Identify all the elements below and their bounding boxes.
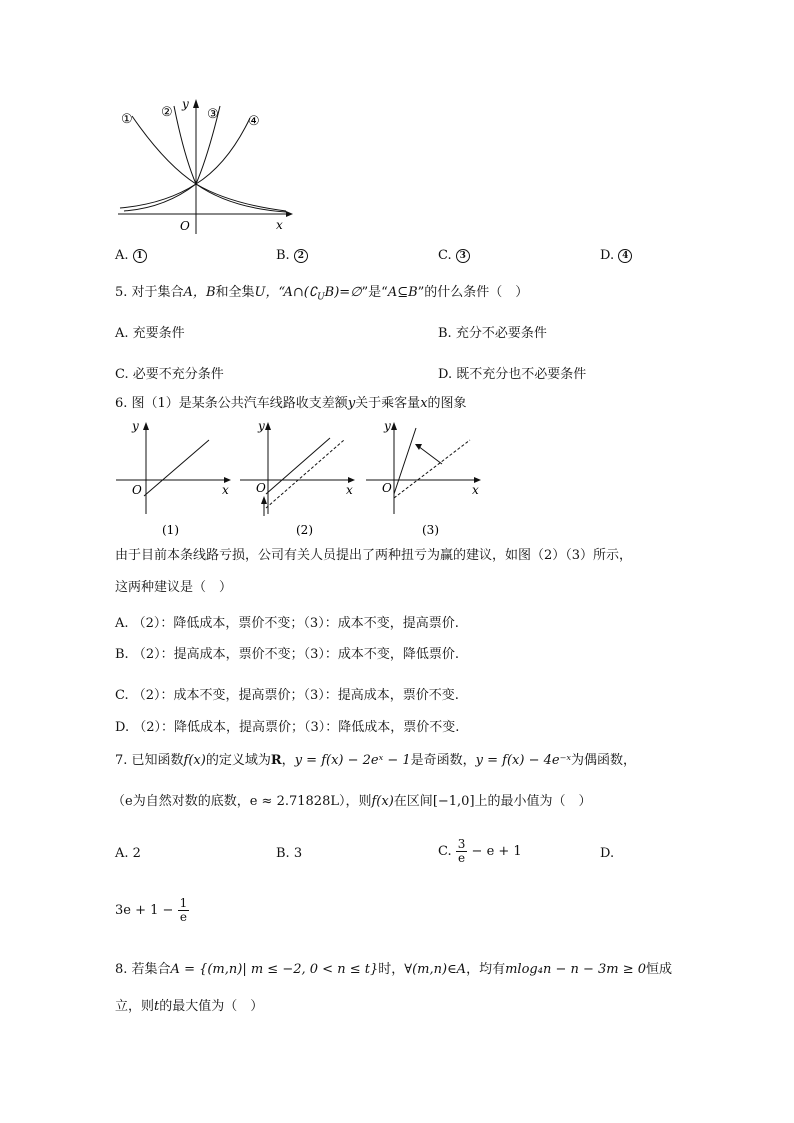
q7-equation-2: y = f(x) − 4e⁻ˣ [475,753,572,768]
q6-fig2-axis-y: y [258,419,265,433]
q6-text-line-1: 由于目前本条线路亏损，公司有关人员提出了两种扭亏为赢的建议，如图（2）（3）所示， [115,548,633,563]
q5-set-b: B [205,285,216,300]
q8-line2-text: 立，则 [115,999,155,1014]
q6-option-d[interactable]: D. （2）：降低成本，提高票价；（3）：降低成本，票价不变. [115,720,460,735]
q5-expr-3: A⊆B [387,285,418,300]
q7-option-c-rest: − e + 1 [471,844,522,859]
q7-option-d-prefix: 3e + 1 − [115,903,174,918]
q4-graph-label-2: ② [161,105,173,120]
q8-line2-text-2: 的最大值为（ ） [159,999,264,1014]
q6-fig1-caption: (1) [162,523,179,537]
q7-fx: f(x) [183,753,206,768]
q6-fig1-origin: O [132,483,142,497]
q8-stem-line-2 [115,998,263,1016]
q6-stem [115,395,467,413]
q8-stem-text-3: ，均有 [466,962,506,977]
q8-forall: ∀(m,n)∈A [404,962,467,977]
q5-stem-text-2: 和全集 [215,285,255,300]
q6-fig2-axis-x: x [346,483,353,497]
q7-line2-text-2: ），则 [338,794,372,809]
q7-option-b[interactable]: B. 3 [276,846,303,861]
q7-option-d-fraction [178,897,190,924]
q6-stem-text: 6. 图（1）是某条公共汽车线路收支差额 [115,396,348,411]
q6-var-y: y [347,396,356,411]
q7-line2-text: 为自然对数的底数， [132,794,250,809]
q6-stem-text-2: 关于乘客量 [355,396,421,411]
q7-comma: ， [281,753,295,768]
q4-option-a[interactable] [115,248,147,263]
circled-two-icon: 2 [294,249,308,263]
q7-option-a[interactable]: A. 2 [115,846,141,861]
q6-option-a[interactable]: A. （2）：降低成本，票价不变；（3）：成本不变，提高票价. [115,616,459,631]
q5-option-c[interactable]: C. 必要不充分条件 [115,367,224,382]
q7-reals: R [270,753,282,768]
q6-fig3-origin: O [382,481,392,495]
q4-option-a-letter: A. [115,248,129,263]
q5-expr-2: B)=∅ [324,285,362,300]
q7-line2-text-4: 上的最小值为（ ） [474,794,592,809]
q7-option-d-numerator: 1 [179,896,188,910]
q8-stem-line-1 [115,961,672,979]
q7-option-d-expression [115,897,189,924]
q7-fx-2: f(x) [371,794,394,809]
q5-stem-text-4: ”的什么条件（ ） [417,285,529,300]
q5-stem-text: 5. 对于集合 [115,285,184,300]
q4-option-b[interactable] [276,248,308,263]
q6-figure-3 [364,418,488,540]
q6-fig1-axis-x: x [222,483,229,497]
q7-stem-text-2: 的定义域为 [205,753,271,768]
q7-option-c-numerator: 3 [457,837,466,851]
circled-one-icon: 1 [133,249,147,263]
q6-fig3-axis-x: x [472,483,479,497]
q6-fig1-axis-y: y [132,419,139,433]
q7-line2-text-3: 在区间 [393,794,433,809]
q6-stem-text-3: 的图象 [427,396,467,411]
q8-stem-text-4: 恒成 [646,962,673,977]
q7-option-c-letter: C. [438,844,452,859]
q5-stem [115,284,528,307]
q8-set: A = {(m,n)| m ≤ −2, 0 < n ≤ t} [170,962,379,977]
q6-option-b[interactable]: B. （2）：提高成本，票价不变；（3）：成本不变，降低票价. [115,647,459,662]
q6-fig2-origin: O [256,481,266,495]
q8-stem-text-2: 时， [378,962,405,977]
q6-fig3-axis-y: y [384,419,391,433]
q7-e: e [125,794,133,809]
circled-three-icon: 3 [456,249,470,263]
q7-option-c-fraction [456,838,468,865]
q4-origin: O [180,219,190,233]
q8-var-t: t [154,999,160,1014]
q7-stem-text-4: 为偶函数， [571,753,637,768]
q7-stem-line-1 [115,752,636,770]
q4-option-d-letter: D. [600,248,615,263]
q4-graph-label-3: ③ [207,107,219,122]
q5-expr-1: A∩(∁ [283,285,318,300]
q7-interval: [−1,0] [432,794,475,809]
q7-equation-1: y = f(x) − 2eˣ − 1 [294,753,411,768]
q6-var-x: x [420,396,428,411]
q6-option-c[interactable]: C. （2）：成本不变，提高票价；（3）：提高成本，票价不变. [115,688,459,703]
q7-stem-text: 7. 已知函数 [115,753,184,768]
q4-option-d[interactable] [600,248,632,263]
q7-option-d[interactable]: D. [600,846,615,861]
q6-text-line-2: 这两种建议是（ ） [115,580,233,595]
q6-fig2-caption: (2) [296,523,313,537]
q5-option-b[interactable]: B. 充分不必要条件 [438,326,547,341]
q5-option-d[interactable]: D. 既不充分也不必要条件 [438,367,587,382]
q4-exponential-graph [110,96,300,241]
q4-graph-label-1: ① [121,112,133,127]
q7-stem-line-2 [112,793,592,811]
q4-axis-x: x [276,218,283,232]
q7-e-approx: e ≈ 2.71828L [249,794,339,809]
q7-option-c-denominator: e [458,851,466,865]
q5-set-a: A， [183,285,206,300]
q5-set-u: U，“ [254,285,284,300]
q4-option-b-letter: B. [276,248,290,263]
q5-expr-sub: U [317,292,325,303]
q5-stem-text-3: ”是“ [361,285,388,300]
q7-stem-text-3: 是奇函数， [410,753,476,768]
q6-figure-1 [114,418,236,540]
q6-figure-2 [238,418,362,540]
circled-four-icon: 4 [618,249,632,263]
q8-inequality: mlog₄n − n − 3m ≥ 0 [505,962,647,977]
q7-option-c[interactable] [438,838,522,865]
q6-fig3-caption: (3) [422,523,439,537]
q4-option-c[interactable] [438,248,470,263]
q7-option-d-denominator: e [179,910,187,924]
q8-stem-text: 8. 若集合 [115,962,171,977]
q5-option-a[interactable]: A. 充要条件 [115,326,185,341]
q4-axis-y: y [182,97,189,111]
q4-graph-label-4: ④ [248,114,260,129]
q4-option-c-letter: C. [438,248,452,263]
q7-paren-open: （ [112,794,126,809]
